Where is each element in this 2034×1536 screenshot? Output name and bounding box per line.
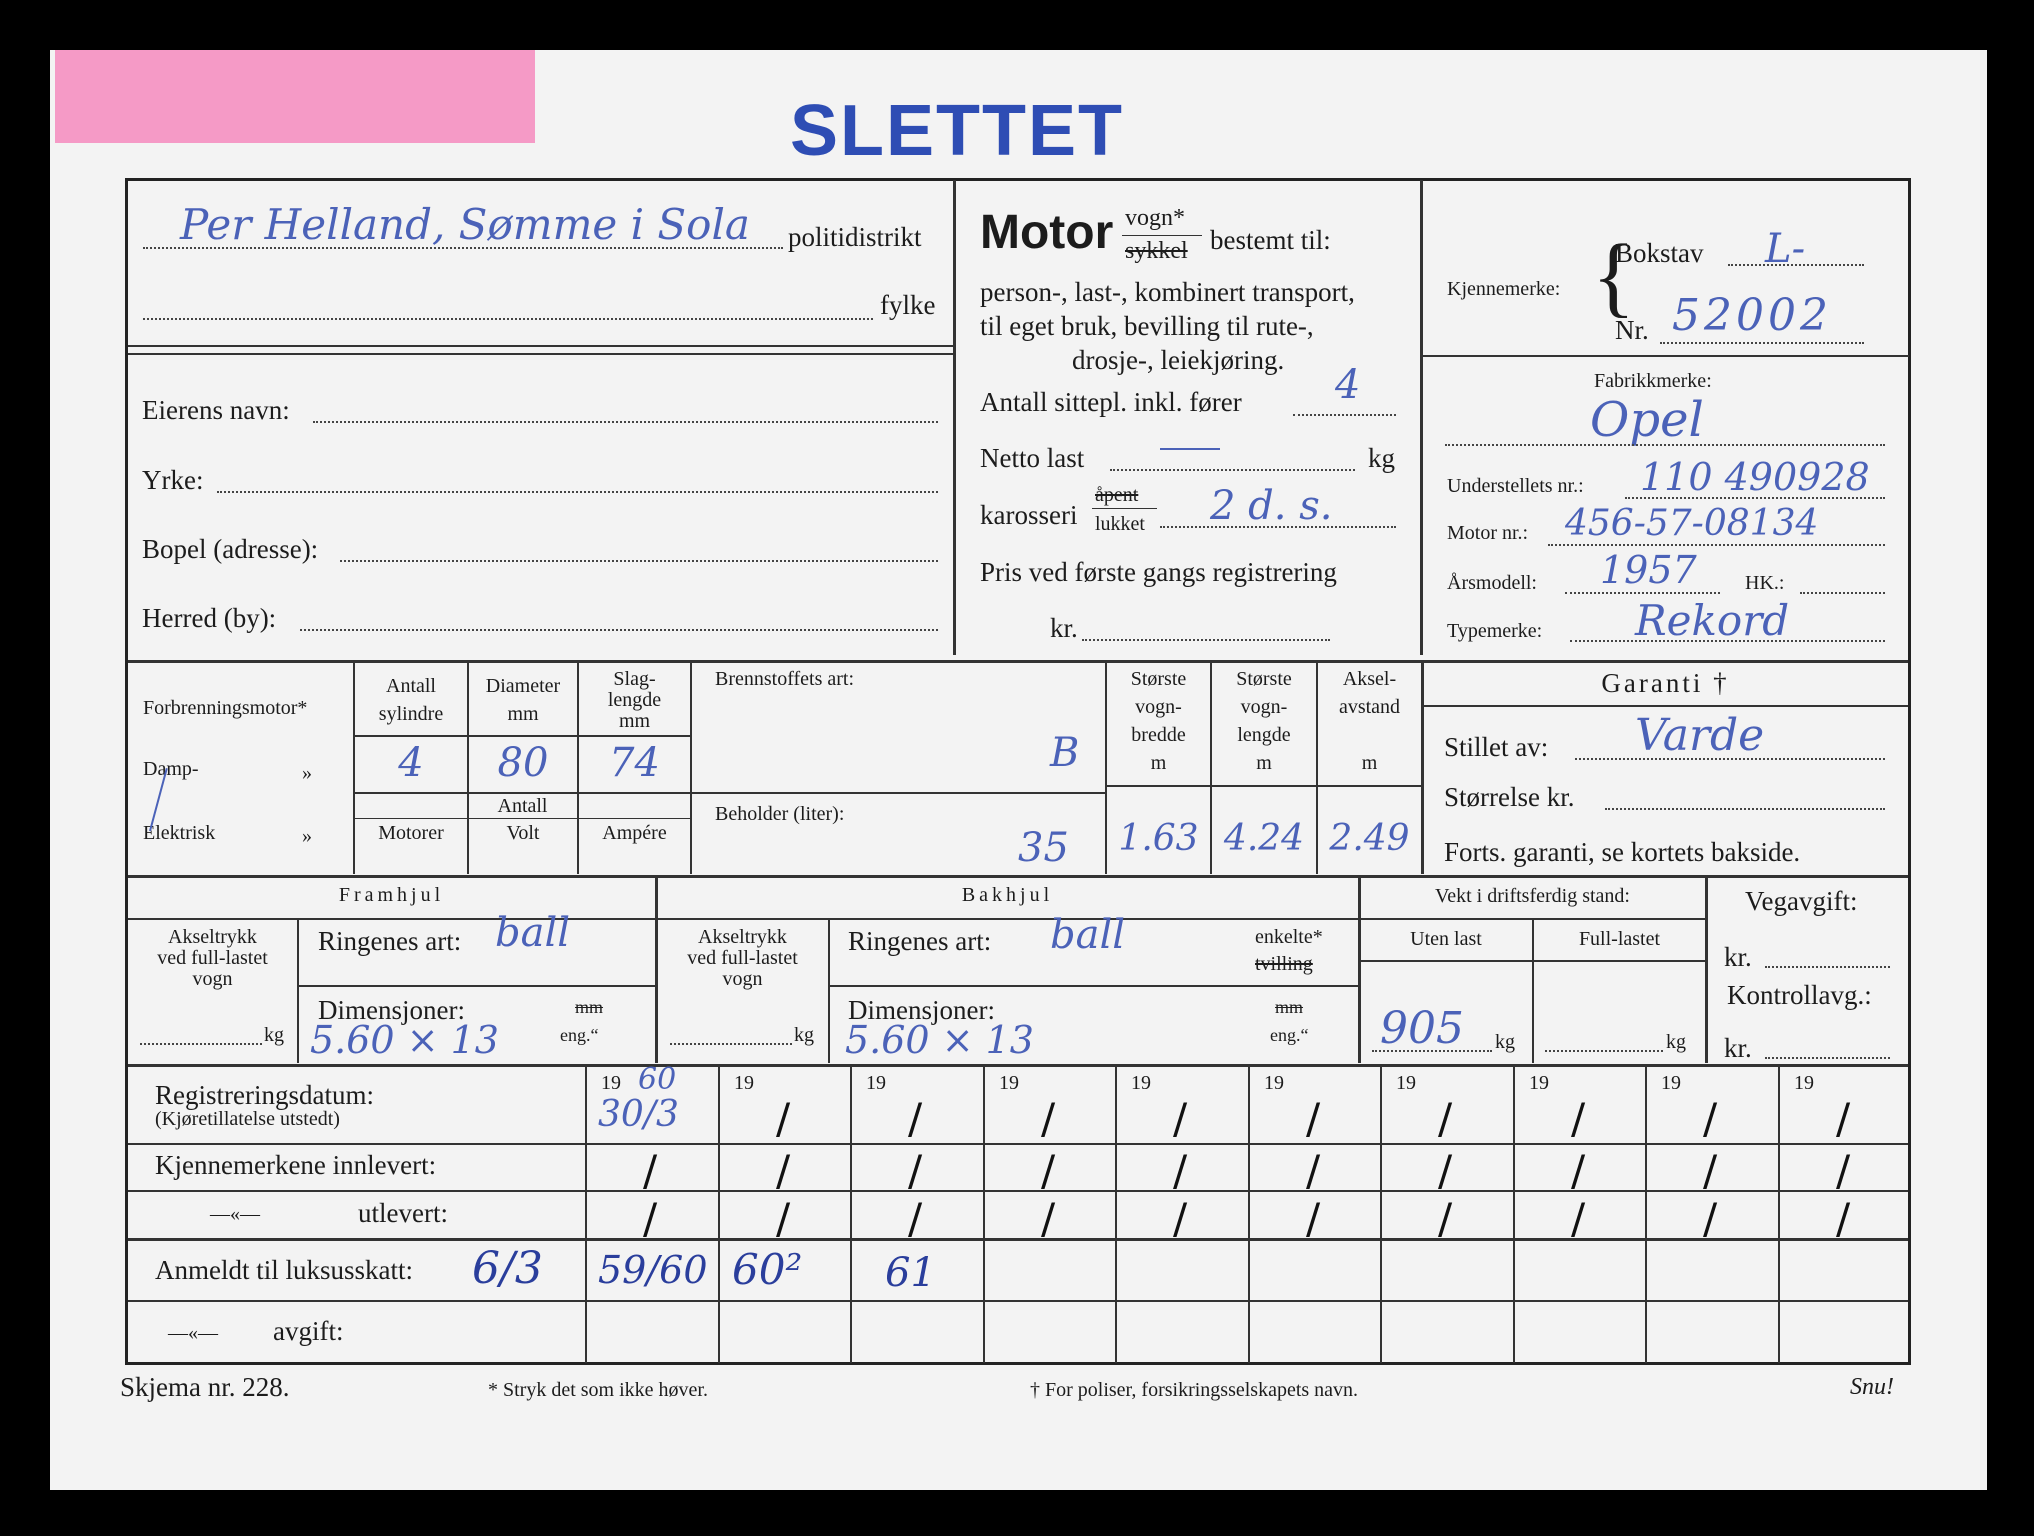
body-closed: lukket: [1095, 513, 1145, 535]
plates-out-label: utlevert:: [358, 1198, 448, 1228]
county-label: fylke: [880, 290, 936, 320]
history-year-prefix: 19: [1131, 1072, 1151, 1094]
combustion-label: Forbrenningsmotor*: [143, 697, 308, 719]
history-slash: /: [1571, 1194, 1586, 1243]
motors-label: Motorer: [378, 822, 444, 844]
luxury-value-2: 59/60: [598, 1248, 708, 1292]
length-header-3: lengde: [1237, 724, 1291, 746]
width-header-4: m: [1150, 752, 1167, 774]
front-axle-load-2: ved full-lastet: [157, 947, 268, 969]
steam-label: Damp-: [143, 758, 199, 780]
seats-label: Antall sittepl. inkl. fører: [980, 387, 1242, 417]
pink-tab: [55, 50, 535, 143]
stroke-header-1: Slag-: [613, 668, 656, 690]
reg-date-sub: (Kjøretillatelse utstedt): [155, 1108, 340, 1130]
history-col-divider: [1513, 1067, 1515, 1363]
body-label: karosseri: [980, 500, 1078, 530]
luxury-value-3: 60²: [732, 1245, 803, 1294]
luxury-label: Anmeldt til luksusskatt:: [155, 1255, 414, 1285]
reg-date-label: Registreringsdatum:: [155, 1080, 374, 1110]
motor-title: Motor: [980, 206, 1114, 259]
stroke-header-3: mm: [618, 710, 651, 732]
rear-single: enkelte*: [1255, 926, 1323, 948]
history-col-divider: [1380, 1067, 1382, 1363]
axle-value: 2.49: [1329, 818, 1410, 859]
ampere-label: Ampére: [602, 822, 667, 844]
history-col-divider: [718, 1067, 720, 1363]
steam-ditto: »: [302, 762, 312, 784]
diameter-value: 80: [497, 740, 549, 786]
first-year-suffix: 60: [638, 1062, 677, 1097]
plates-out-ditto: —«—: [210, 1203, 260, 1225]
history-slash: /: [1438, 1094, 1453, 1143]
width-header-2: vogn-: [1135, 696, 1182, 718]
front-dims-value: 5.60 × 13: [310, 1018, 499, 1062]
history-slash: /: [1173, 1094, 1188, 1143]
motor-vogn: vogn*: [1125, 205, 1185, 231]
letter-label: Bokstav: [1615, 238, 1704, 268]
rear-axle-load-3: vogn: [722, 968, 763, 990]
history-year-prefix: 19: [1529, 1072, 1549, 1094]
history-slash: /: [643, 1146, 658, 1195]
width-header-3: bredde: [1131, 724, 1186, 746]
history-col-divider: [585, 1067, 587, 1363]
rear-mm: mm: [1275, 997, 1304, 1017]
history-slash: /: [1836, 1146, 1851, 1195]
control-fee-kr: kr.: [1724, 1033, 1752, 1063]
insurance-note: † For poliser, forsikringsselskapets navn.: [1030, 1379, 1359, 1401]
history-slash: /: [1173, 1146, 1188, 1195]
length-header-2: vogn-: [1240, 696, 1288, 718]
diameter-header-2: mm: [507, 703, 539, 725]
history-slash: /: [1041, 1194, 1056, 1243]
front-mm: mm: [575, 997, 604, 1017]
first-reg-date: 30/3: [598, 1094, 679, 1135]
history-slash: /: [1306, 1094, 1321, 1143]
engine-number-value: 456-57-08134: [1565, 503, 1819, 544]
history-slash: /: [1438, 1146, 1453, 1195]
history-slash: /: [1173, 1194, 1188, 1243]
electric-ditto: »: [302, 825, 312, 847]
front-eng: eng.“: [560, 1025, 599, 1045]
make-value: Opel: [1590, 392, 1704, 448]
length-header-4: m: [1256, 752, 1272, 774]
history-year-prefix: 19: [999, 1072, 1019, 1094]
type-label: Typemerke:: [1447, 620, 1543, 642]
cylinders-header-2: sylindre: [378, 703, 444, 725]
weight-loaded-kg: kg: [1666, 1031, 1686, 1053]
body-value: 2 d. s.: [1210, 483, 1333, 529]
history-slash: /: [1306, 1194, 1321, 1243]
history-slash: /: [1836, 1194, 1851, 1243]
front-rings-label: Ringenes art:: [318, 926, 462, 956]
history-slash: /: [643, 1194, 658, 1243]
body-open: åpent: [1095, 484, 1139, 506]
history-slash: /: [1703, 1094, 1718, 1143]
luxury-value-1: 6/3: [472, 1243, 543, 1294]
history-slash: /: [1306, 1146, 1321, 1195]
cylinders-header-1: Antall: [386, 675, 436, 697]
tank-label: Beholder (liter):: [715, 803, 845, 825]
history-slash: /: [908, 1146, 923, 1195]
tank-value: 35: [1018, 825, 1069, 871]
net-load-label: Netto last: [980, 443, 1085, 473]
fee-label: avgift:: [273, 1316, 344, 1346]
guarantee-size-label: Størrelse kr.: [1444, 782, 1575, 812]
road-tax-kr: kr.: [1724, 942, 1752, 972]
price-label: Pris ved første gangs registrering: [980, 557, 1337, 587]
control-fee-label: Kontrollavg.:: [1727, 980, 1872, 1010]
form-number: Skjema nr. 228.: [120, 1372, 290, 1402]
fuel-label: Brennstoffets art:: [715, 668, 855, 690]
history-slash: /: [908, 1194, 923, 1243]
motor-sykkel: sykkel: [1125, 238, 1188, 264]
letter-value: L-: [1765, 226, 1806, 272]
number-label: Nr.: [1615, 315, 1649, 345]
motor-use-line1: person-, last-, kombinert transport,: [980, 277, 1355, 307]
weight-unloaded: Uten last: [1410, 928, 1482, 950]
rear-eng: eng.“: [1270, 1025, 1309, 1045]
hp-label: HK.:: [1745, 572, 1785, 594]
history-slash: /: [1571, 1146, 1586, 1195]
engine-number-label: Motor nr.:: [1447, 522, 1529, 544]
history-slash: /: [1041, 1146, 1056, 1195]
seats-value: 4: [1335, 362, 1361, 408]
history-col-divider: [1645, 1067, 1647, 1363]
owner-name-label: Eierens navn:: [142, 395, 290, 425]
guarantee-note: Forts. garanti, se kortets bakside.: [1444, 837, 1801, 867]
luxury-value-4: 61: [885, 1250, 936, 1296]
weight-unloaded-kg: kg: [1495, 1031, 1515, 1053]
length-header-1: Største: [1236, 668, 1292, 690]
rear-axle-load-2: ved full-lastet: [687, 947, 798, 969]
history-year-prefix: 19: [734, 1072, 754, 1094]
history-col-divider: [1248, 1067, 1250, 1363]
make-label: Fabrikkmerke:: [1594, 370, 1712, 392]
history-year-prefix: 19: [1661, 1072, 1681, 1094]
deleted-stamp: SLETTET: [790, 91, 1124, 171]
history-slash: /: [1836, 1094, 1851, 1143]
rear-wheel-title: Bakhjul: [961, 884, 1054, 906]
occupation-label: Yrke:: [142, 465, 204, 495]
number-value: 52002: [1672, 290, 1832, 341]
axle-header-3: m: [1361, 752, 1378, 774]
stroke-header-2: lengde: [607, 689, 662, 711]
plates-in-label: Kjennemerkene innlevert:: [155, 1150, 437, 1180]
history-slash: /: [1041, 1094, 1056, 1143]
history-year-prefix: 19: [1794, 1072, 1814, 1094]
model-year-value: 1957: [1600, 548, 1697, 592]
price-kr: kr.: [1050, 613, 1078, 643]
history-slash: /: [1438, 1194, 1453, 1243]
count-label: Antall: [497, 795, 548, 817]
history-slash: /: [776, 1146, 791, 1195]
guarantee-by-value: Varde: [1635, 710, 1765, 761]
diameter-header-1: Diameter: [485, 675, 561, 697]
cylinders-value: 4: [398, 740, 424, 786]
stroke-value: 74: [609, 740, 660, 786]
axle-header-2: avstand: [1338, 696, 1401, 718]
rear-rings-value: ball: [1050, 912, 1126, 958]
rear-axle-load-1: Akseltrykk: [698, 926, 787, 948]
fuel-value: B: [1050, 730, 1080, 776]
rear-twin: tvilling: [1255, 953, 1313, 975]
police-district-label: politidistrikt: [788, 222, 922, 252]
history-slash: /: [908, 1094, 923, 1143]
address-label: Bopel (adresse):: [142, 534, 319, 564]
history-col-divider: [1115, 1067, 1117, 1363]
plate-label: Kjennemerke:: [1447, 278, 1561, 300]
weight-loaded: Full-lastet: [1578, 928, 1661, 950]
fee-ditto: —«—: [168, 1322, 218, 1344]
history-col-divider: [850, 1067, 852, 1363]
chassis-value: 110 490928: [1640, 455, 1870, 499]
front-dims-label: Dimensjoner:: [318, 995, 465, 1025]
motor-use-line3: drosje-, leiekjøring.: [1072, 345, 1285, 375]
guarantee-title: Garanti †: [1601, 668, 1730, 698]
history-slash: /: [1703, 1146, 1718, 1195]
net-load-unit: kg: [1368, 443, 1395, 473]
rear-axle-kg: kg: [794, 1024, 814, 1046]
municipality-label: Herred (by):: [142, 603, 277, 633]
history-col-divider: [1778, 1067, 1780, 1363]
length-value: 4.24: [1223, 818, 1305, 859]
front-axle-load-3: vogn: [192, 968, 233, 990]
model-year-label: Årsmodell:: [1447, 572, 1537, 594]
motor-intended: bestemt til:: [1210, 225, 1331, 255]
rear-dims-label: Dimensjoner:: [848, 995, 995, 1025]
motor-use-line2: til eget bruk, bevilling til rute-,: [980, 311, 1314, 341]
type-value: Rekord: [1635, 596, 1790, 645]
plate-brace: {: [1592, 227, 1636, 326]
history-year-prefix: 19: [866, 1072, 886, 1094]
front-wheel-title: Framhjul: [338, 884, 445, 906]
turn-over: Snu!: [1850, 1374, 1894, 1400]
width-header-1: Største: [1130, 668, 1187, 690]
rear-rings-label: Ringenes art:: [848, 926, 992, 956]
chassis-label: Understellets nr.:: [1447, 475, 1584, 497]
volt-label: Volt: [506, 822, 540, 844]
front-rings-value: ball: [495, 910, 571, 956]
history-slash: /: [776, 1194, 791, 1243]
history-year-prefix: 19: [1396, 1072, 1416, 1094]
strike-note: * Stryk det som ikke høver.: [488, 1379, 708, 1401]
weight-unloaded-value: 905: [1380, 1003, 1464, 1054]
history-slash: /: [1703, 1194, 1718, 1243]
road-tax-label: Vegavgift:: [1745, 886, 1858, 916]
front-axle-load-1: Akseltrykk: [168, 926, 257, 948]
axle-header-1: Aksel-: [1342, 668, 1397, 690]
history-col-divider: [983, 1067, 985, 1363]
history-year-prefix: 19: [601, 1072, 621, 1094]
history-slash: /: [1571, 1094, 1586, 1143]
weight-title: Vekt i driftsferdig stand:: [1435, 885, 1630, 907]
history-year-prefix: 19: [1264, 1072, 1284, 1094]
rear-dims-value: 5.60 × 13: [845, 1018, 1034, 1062]
guarantee-by-label: Stillet av:: [1444, 732, 1549, 762]
police-district-value: Per Helland, Sømme i Sola: [180, 200, 750, 249]
electric-label: Elektrisk: [143, 822, 216, 844]
front-axle-kg: kg: [264, 1024, 284, 1046]
width-value: 1.63: [1118, 818, 1199, 859]
history-slash: /: [776, 1094, 791, 1143]
